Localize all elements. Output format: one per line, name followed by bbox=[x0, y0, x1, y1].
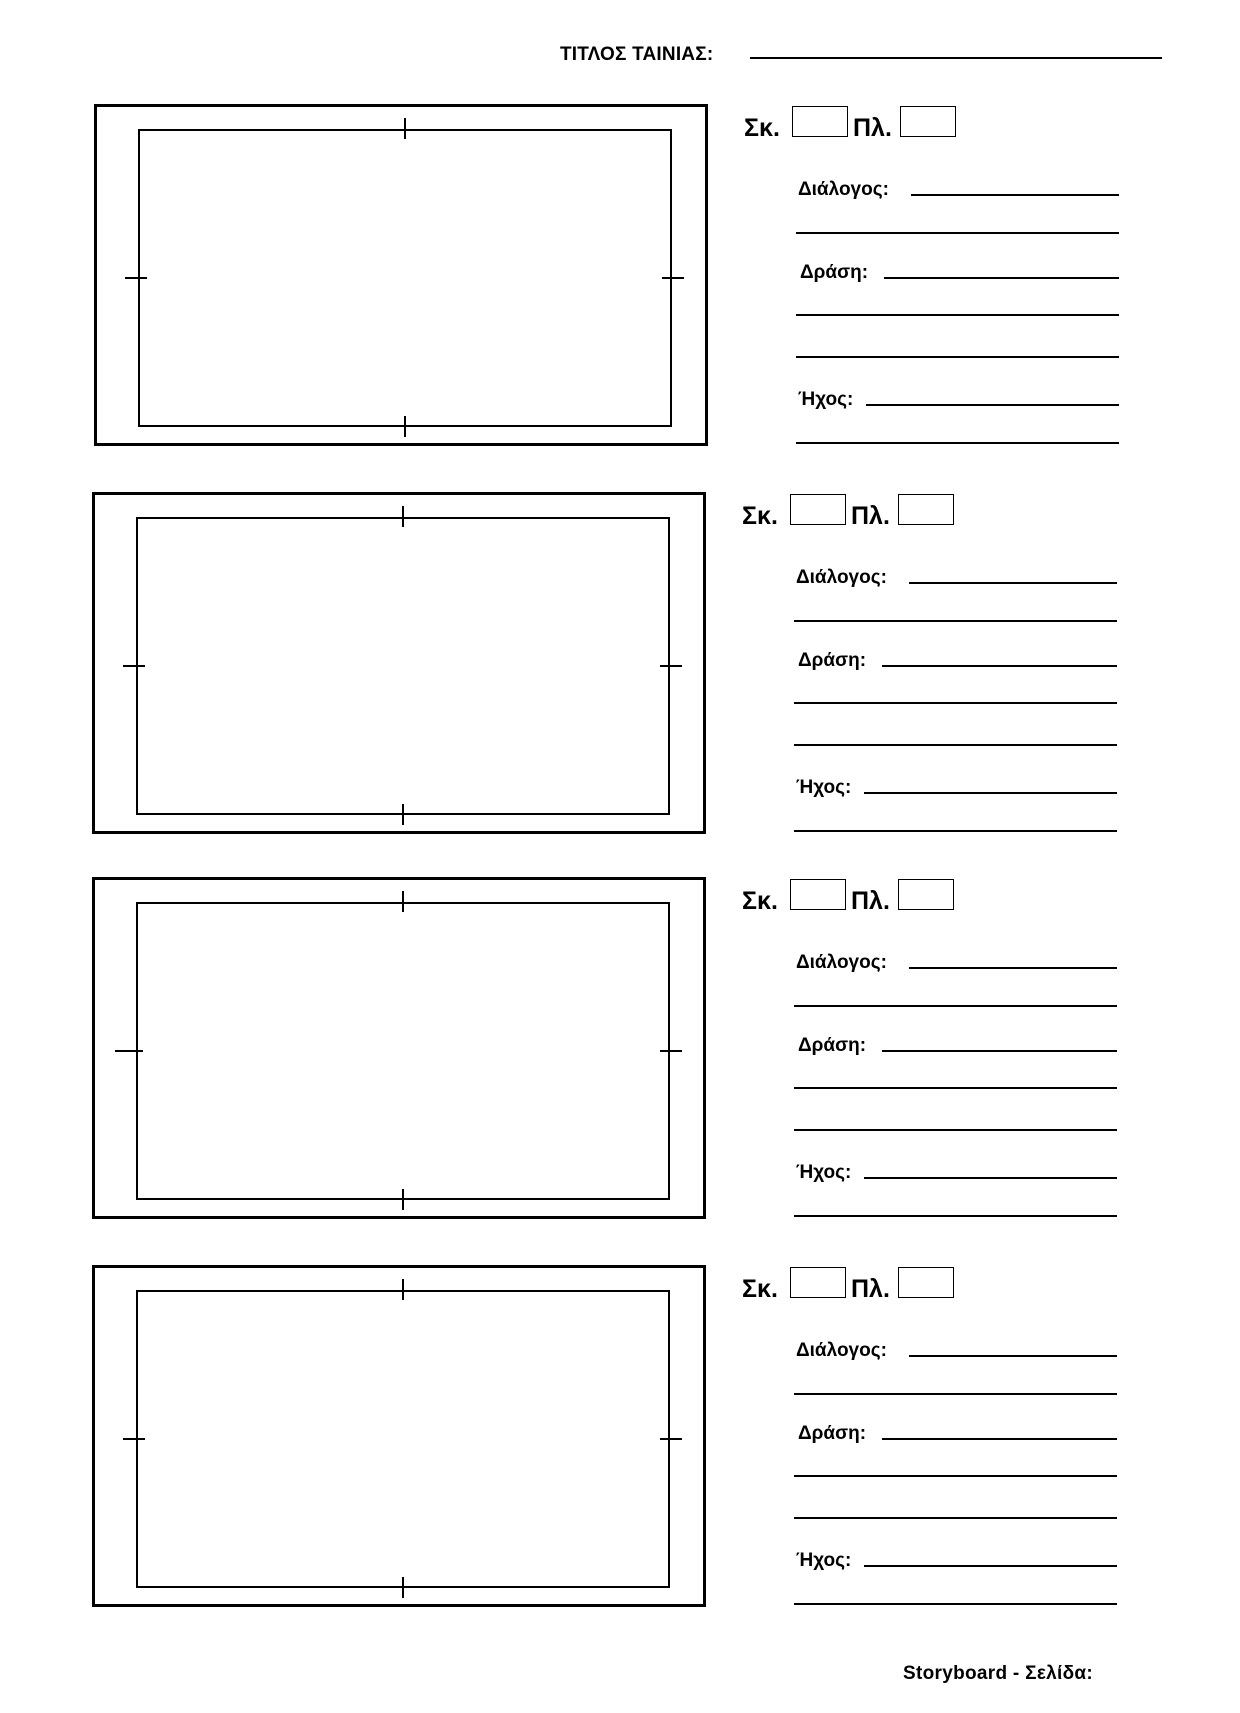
shot-label: Πλ. bbox=[851, 502, 890, 530]
shot-label: Πλ. bbox=[853, 114, 892, 142]
dialog-label: Διάλογος: bbox=[796, 952, 887, 973]
sound-line[interactable] bbox=[796, 442, 1119, 444]
frame-outer bbox=[94, 104, 708, 446]
center-mark-right bbox=[660, 665, 682, 667]
scene-label: Σκ. bbox=[742, 887, 778, 915]
center-mark-top bbox=[402, 1279, 404, 1300]
dialog-line[interactable] bbox=[909, 967, 1117, 969]
sound-label: Ήχος: bbox=[796, 777, 852, 798]
dialog-label: Διάλογος: bbox=[796, 567, 887, 588]
shot-label: Πλ. bbox=[851, 887, 890, 915]
storyboard-page-label: Storyboard - Σελίδα: bbox=[903, 1663, 1094, 1684]
drawing-area[interactable] bbox=[136, 1290, 670, 1588]
storyboard-panel-3 bbox=[0, 877, 1240, 1237]
sound-line[interactable] bbox=[794, 830, 1117, 832]
center-mark-left bbox=[123, 665, 145, 667]
action-line[interactable] bbox=[794, 1087, 1117, 1089]
action-label: Δράση: bbox=[800, 262, 869, 283]
shot-number-box[interactable] bbox=[898, 494, 954, 525]
dialog-line[interactable] bbox=[794, 1393, 1117, 1395]
storyboard-panel-4 bbox=[0, 1265, 1240, 1625]
center-mark-bottom bbox=[402, 1189, 404, 1210]
scene-label: Σκ. bbox=[742, 502, 778, 530]
center-mark-top bbox=[402, 891, 404, 912]
center-mark-top bbox=[402, 506, 404, 527]
sound-label: Ήχος: bbox=[796, 1550, 852, 1571]
action-label: Δράση: bbox=[798, 1423, 867, 1444]
action-line[interactable] bbox=[884, 277, 1119, 279]
scene-number-box[interactable] bbox=[792, 106, 848, 137]
dialog-label: Διάλογος: bbox=[798, 179, 889, 200]
action-line[interactable] bbox=[794, 744, 1117, 746]
movie-title-label: ΤΙΤΛΟΣ ΤΑΙΝΙΑΣ: bbox=[560, 44, 714, 65]
storyboard-panel-1 bbox=[0, 104, 1240, 464]
center-mark-bottom bbox=[402, 1577, 404, 1598]
shot-number-box[interactable] bbox=[900, 106, 956, 137]
scene-number-box[interactable] bbox=[790, 494, 846, 525]
sound-line[interactable] bbox=[794, 1215, 1117, 1217]
frame-outer bbox=[92, 492, 706, 834]
movie-title-field[interactable] bbox=[750, 57, 1162, 59]
center-mark-right bbox=[662, 277, 684, 279]
shot-number-box[interactable] bbox=[898, 879, 954, 910]
center-mark-left bbox=[115, 1050, 143, 1052]
sound-line[interactable] bbox=[794, 1603, 1117, 1605]
action-line[interactable] bbox=[794, 702, 1117, 704]
frame-outer bbox=[92, 1265, 706, 1607]
sound-line[interactable] bbox=[866, 404, 1119, 406]
sound-label: Ήχος: bbox=[798, 389, 854, 410]
center-mark-bottom bbox=[402, 804, 404, 825]
center-mark-bottom bbox=[404, 416, 406, 437]
center-mark-left bbox=[123, 1438, 145, 1440]
action-line[interactable] bbox=[882, 665, 1117, 667]
action-line[interactable] bbox=[796, 356, 1119, 358]
action-line[interactable] bbox=[796, 314, 1119, 316]
shot-label: Πλ. bbox=[851, 1275, 890, 1303]
action-line[interactable] bbox=[794, 1129, 1117, 1131]
scene-number-box[interactable] bbox=[790, 1267, 846, 1298]
center-mark-right bbox=[660, 1050, 682, 1052]
drawing-area[interactable] bbox=[136, 902, 670, 1200]
dialog-label: Διάλογος: bbox=[796, 1340, 887, 1361]
action-label: Δράση: bbox=[798, 650, 867, 671]
drawing-area[interactable] bbox=[138, 129, 672, 427]
dialog-line[interactable] bbox=[909, 1355, 1117, 1357]
action-line[interactable] bbox=[882, 1438, 1117, 1440]
dialog-line[interactable] bbox=[911, 194, 1119, 196]
scene-label: Σκ. bbox=[742, 1275, 778, 1303]
sound-line[interactable] bbox=[864, 792, 1117, 794]
dialog-line[interactable] bbox=[909, 582, 1117, 584]
sound-label: Ήχος: bbox=[796, 1162, 852, 1183]
action-line[interactable] bbox=[882, 1050, 1117, 1052]
scene-number-box[interactable] bbox=[790, 879, 846, 910]
center-mark-right bbox=[660, 1438, 682, 1440]
action-line[interactable] bbox=[794, 1475, 1117, 1477]
sound-line[interactable] bbox=[864, 1565, 1117, 1567]
dialog-line[interactable] bbox=[796, 232, 1119, 234]
scene-label: Σκ. bbox=[744, 114, 780, 142]
shot-number-box[interactable] bbox=[898, 1267, 954, 1298]
dialog-line[interactable] bbox=[794, 620, 1117, 622]
sound-line[interactable] bbox=[864, 1177, 1117, 1179]
action-line[interactable] bbox=[794, 1517, 1117, 1519]
drawing-area[interactable] bbox=[136, 517, 670, 815]
center-mark-left bbox=[125, 277, 147, 279]
frame-outer bbox=[92, 877, 706, 1219]
action-label: Δράση: bbox=[798, 1035, 867, 1056]
storyboard-panel-2 bbox=[0, 492, 1240, 852]
dialog-line[interactable] bbox=[794, 1005, 1117, 1007]
center-mark-top bbox=[404, 118, 406, 139]
